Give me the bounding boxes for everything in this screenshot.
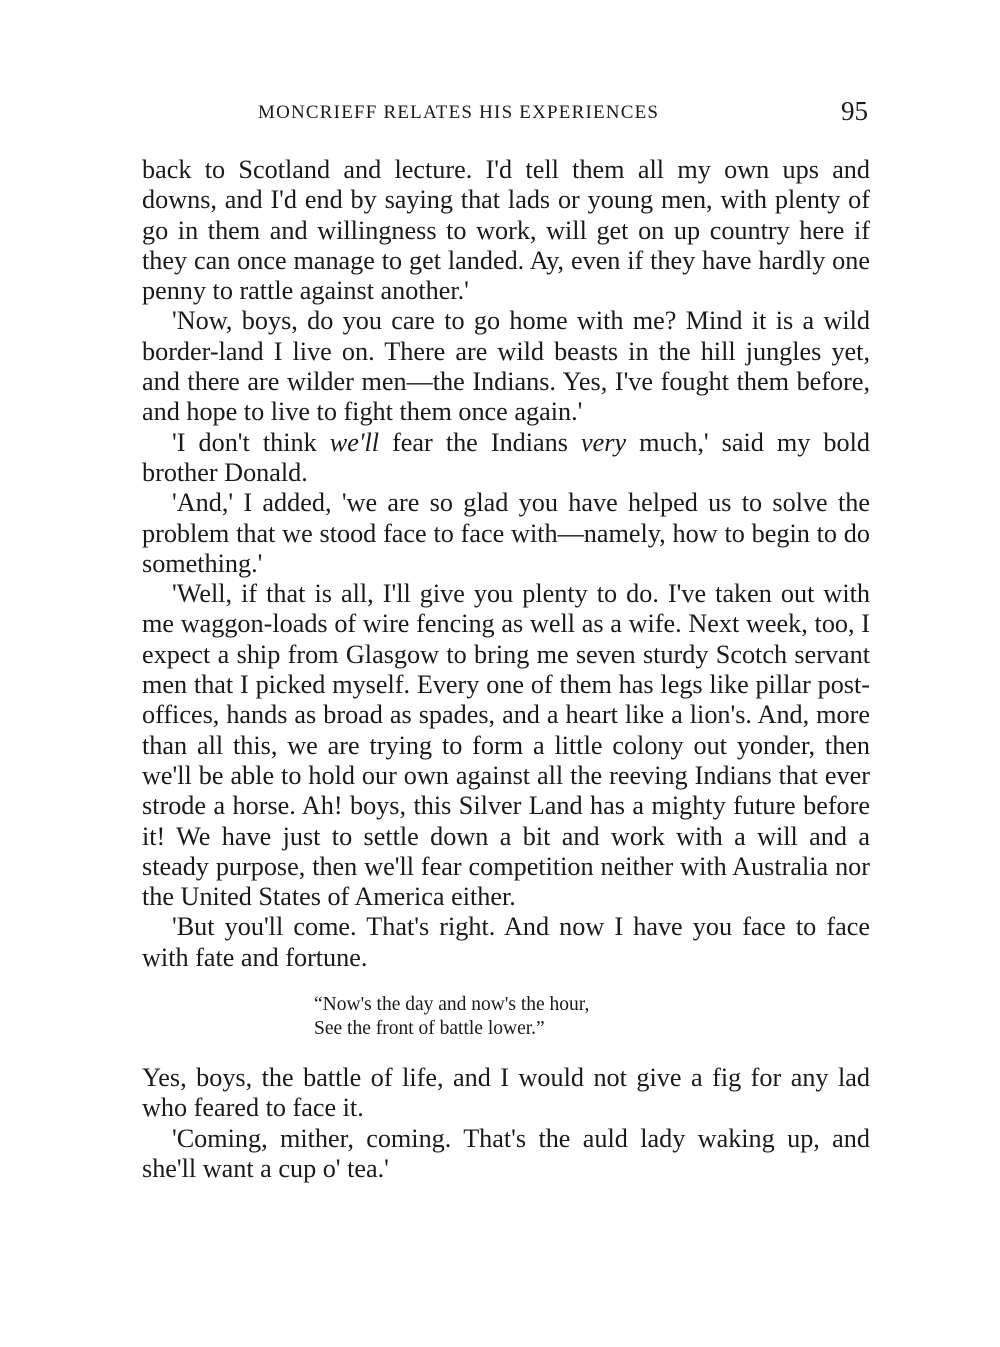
paragraph-3-part-b: fear the Indians [379, 427, 582, 457]
paragraph-2: 'Now, boys, do you care to go home with me? Mind it is a wild border-land I live on. There are wild beasts in the hill jungles yet, and there are wilder men—the Indians. Yes, I've fought them before, and hope to live to fight them once again.' [142, 306, 870, 427]
paragraph-3-part-a: 'I don't think [172, 427, 330, 457]
paragraph-3-emphasis-2: very [581, 427, 627, 457]
running-header [140, 96, 868, 130]
paragraph-7: Yes, boys, the battle of life, and I would not give a fig for any lad who feared to face it. [142, 1063, 870, 1123]
paragraph-3-part-c: much,' said my bold brother Donald. [142, 427, 870, 487]
verse-quotation [142, 993, 870, 1041]
page-number: 95 [841, 96, 868, 126]
paragraph-8: 'Coming, mither, coming. That's the auld lady waking up, and she'll want a cup o' tea.' [142, 1123, 870, 1183]
running-title: MONCRIEFF RELATES HIS EXPERIENCES [258, 102, 660, 123]
verse-line-2: See the front of battle lower.” [314, 1018, 545, 1040]
paragraph-1: back to Scotland and lecture. I'd tell them all my own ups and downs, and I'd end by saying that lads or young men, with plenty of go in them and willingness to work, will get on up country here if they can once manage to get landed. Ay, even if they have hardly one penny to rattle against another.' [142, 155, 870, 306]
body-text [142, 155, 870, 1184]
paragraph-3 [142, 428, 870, 489]
paragraph-6: 'But you'll come. That's right. And now I have you face to face with fate and fortune. [142, 912, 870, 972]
paragraph-4: 'And,' I added, 'we are so glad you have helped us to solve the problem that we stood face to face with—namely, how to begin to do something.' [142, 488, 870, 578]
paragraph-5: 'Well, if that is all, I'll give you plenty to do. I've taken out with me waggon-loads of wire fencing as well as a wife. Next week, too, I expect a ship from Glasgow to bring me seven sturdy Scotch servant men that I picked myself. Every one of them has legs like pillar post-offices, hands as broad as spades, and a heart like a lion's. And, more than all this, we are trying to form a little colony out yonder, then we'll be able to hold our own against all the reeving Indians that ever strode a horse. Ah! boys, this Silver Land has a mighty future before it! We have just to settle down a bit and work with a will and a steady purpose, then we'll fear competition neither with Australia nor the United States of America either. [142, 579, 870, 912]
paragraph-3-emphasis-1: we'll [329, 427, 379, 457]
verse-line-1: “Now's the day and now's the hour, [314, 994, 590, 1016]
